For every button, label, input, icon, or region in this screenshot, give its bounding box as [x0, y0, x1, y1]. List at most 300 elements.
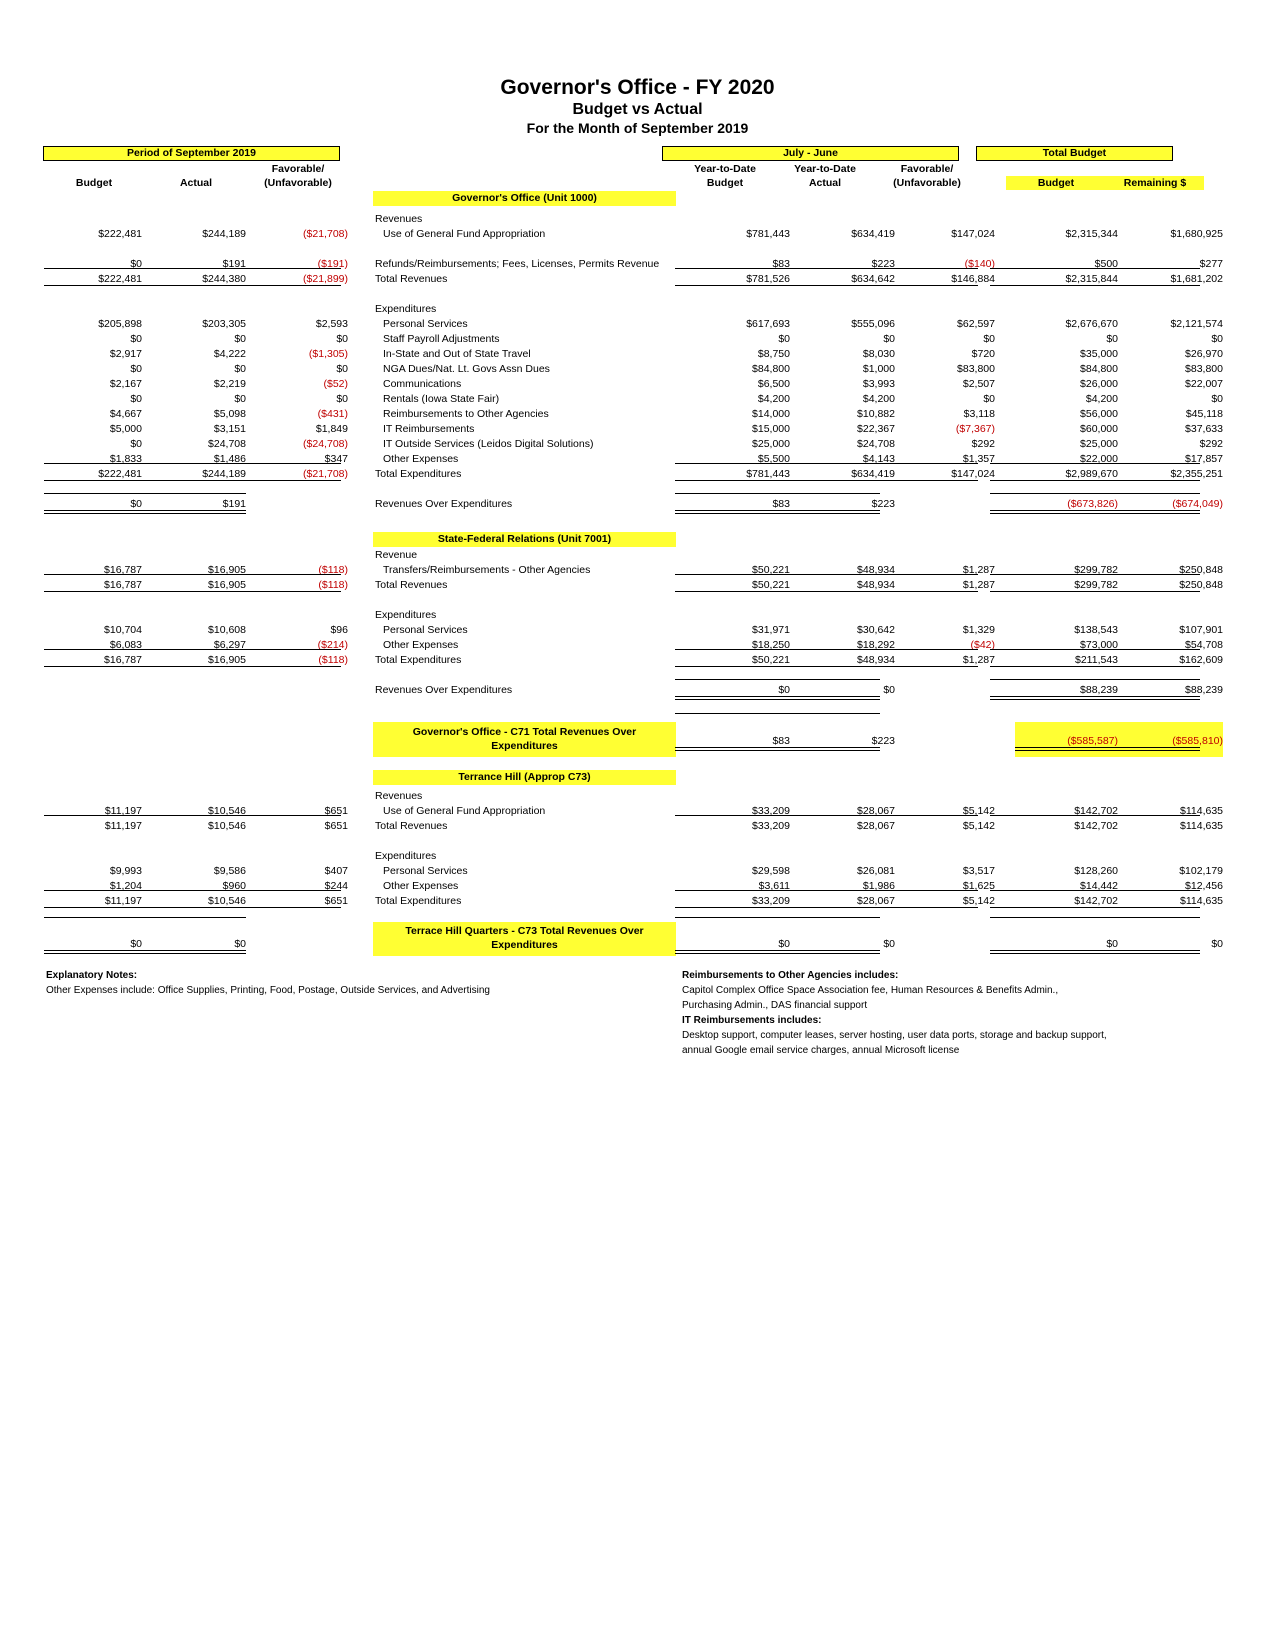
table-row	[0, 212, 1275, 226]
cell-c3: $0	[336, 363, 348, 375]
ytd-actual-header-1: Year-to-Date	[794, 163, 856, 175]
rule-line	[675, 890, 978, 891]
cell-c6: $147,024	[951, 468, 995, 480]
row-label: Total Revenues	[375, 820, 448, 832]
section-c73-total-line2: Expenditures	[491, 939, 558, 951]
cell-c1: $2,917	[109, 348, 142, 360]
cell-c8: $114,635	[1179, 820, 1223, 832]
cell-c3: $347	[324, 453, 348, 465]
row-label: Other Expenses	[383, 453, 459, 465]
rule-line	[675, 917, 880, 918]
cell-c7: $138,543	[1074, 624, 1118, 636]
cell-c2: $16,905	[208, 564, 246, 576]
rule-line	[44, 480, 341, 481]
cell-c5: $28,067	[857, 805, 895, 817]
cell-c4: $5,500	[757, 453, 790, 465]
cell-c5: $10,882	[857, 408, 895, 420]
row-label: Communications	[383, 378, 462, 390]
cell-c4: $33,209	[752, 820, 790, 832]
cell-c2: $244,189	[202, 228, 246, 240]
cell-c8: $37,633	[1185, 423, 1223, 435]
cell-c6: $0	[983, 333, 995, 345]
row-label: IT Outside Services (Leidos Digital Solutions)	[383, 438, 594, 450]
cell-c7: $142,702	[1074, 820, 1118, 832]
rule-line	[44, 890, 341, 891]
cell-c7: $73,000	[1080, 639, 1118, 651]
table-row	[0, 789, 1275, 803]
cell-c4: $33,209	[752, 895, 790, 907]
cell-c8: $292	[1199, 438, 1223, 450]
reimb-notes-line2: Purchasing Admin., DAS financial support	[682, 1000, 868, 1011]
rule-line	[990, 285, 1200, 286]
cell-c4: $15,000	[752, 423, 790, 435]
table-row	[0, 362, 1275, 376]
ytd-budget-header-2: Budget	[706, 177, 744, 189]
cell-c4: $0	[778, 333, 790, 345]
cell-c5: $223	[871, 258, 895, 270]
cell-c3: ($431)	[317, 408, 348, 420]
row-label: Transfers/Reimbursements - Other Agencies	[383, 564, 591, 576]
cell-c8: $250,848	[1179, 579, 1223, 591]
rule-line	[44, 815, 341, 816]
table-row	[0, 332, 1275, 346]
cell-c6: $2,507	[962, 378, 995, 390]
cell-c7: $299,782	[1074, 564, 1118, 576]
cell-c6: $1,287	[962, 654, 995, 666]
row-label: In-State and Out of State Travel	[383, 348, 531, 360]
cell-c3: $0	[336, 393, 348, 405]
rule-line	[675, 463, 978, 464]
cell-c2: $0	[234, 393, 246, 405]
rule-line	[990, 907, 1200, 908]
cell-c7: $88,239	[1080, 684, 1118, 696]
double-rule	[1015, 747, 1200, 751]
table-row	[0, 272, 1275, 286]
cell-c1: $4,667	[109, 408, 142, 420]
row-label: Revenues	[375, 213, 423, 225]
double-rule	[675, 696, 880, 700]
cell-c1: $2,167	[109, 378, 142, 390]
cell-c3: $244	[324, 880, 348, 892]
cell-c3: $651	[324, 895, 348, 907]
section-c73-total-line1: Terrace Hill Quarters - C73 Total Revenues Over	[405, 925, 644, 937]
cell-c1: $11,197	[104, 820, 142, 832]
row-label: Rentals (Iowa State Fair)	[383, 393, 500, 405]
cell-c4: $50,221	[752, 654, 790, 666]
table-row	[0, 407, 1275, 421]
cell-c4: $18,250	[752, 639, 790, 651]
rule-line	[990, 574, 1200, 575]
cell-c2: $244,189	[202, 468, 246, 480]
period-header-box: Period of September 2019	[43, 146, 340, 161]
cell-c6: $1,329	[962, 624, 995, 636]
cell-c1: $0	[130, 498, 142, 510]
cell-c5: $48,934	[857, 579, 895, 591]
row-label: Use of General Fund Appropriation	[383, 805, 546, 817]
cell-c5: $634,419	[851, 228, 895, 240]
cell-c6: $0	[983, 393, 995, 405]
cell-c5: $8,030	[862, 348, 895, 360]
cell-c7: $4,200	[1085, 393, 1118, 405]
cell-c7: $22,000	[1080, 453, 1118, 465]
cell-c7: $26,000	[1080, 378, 1118, 390]
cell-c8: $162,609	[1179, 654, 1223, 666]
cell-c1: $222,481	[98, 468, 142, 480]
row-label: Total Expenditures	[375, 654, 462, 666]
cell-c7: $211,543	[1074, 654, 1118, 666]
rule-line	[44, 917, 246, 918]
rule-line	[990, 815, 1200, 816]
cell-c6: $720	[971, 348, 995, 360]
row-label: Reimbursements to Other Agencies	[383, 408, 549, 420]
cell-c1: $1,204	[109, 880, 142, 892]
cell-c7: $56,000	[1080, 408, 1118, 420]
cell-c7: $2,989,670	[1065, 468, 1118, 480]
cell-c1: $11,197	[104, 805, 142, 817]
cell-c8: $277	[1199, 258, 1223, 270]
cell-c4: $8,750	[757, 348, 790, 360]
cell-c8: $2,121,574	[1170, 318, 1223, 330]
cell-c7: $0	[1106, 938, 1118, 950]
cell-c1: $0	[130, 363, 142, 375]
cell-c1: $205,898	[98, 318, 142, 330]
cell-c2: $16,905	[208, 654, 246, 666]
table-row	[0, 864, 1275, 878]
ytd-unfavorable-header: (Unfavorable)	[893, 177, 961, 189]
cell-c1: $5,000	[109, 423, 142, 435]
cell-c4: $0	[778, 684, 790, 696]
cell-c4: $4,200	[757, 393, 790, 405]
table-row	[0, 302, 1275, 316]
double-rule	[990, 950, 1200, 954]
cell-c2: $10,546	[208, 805, 246, 817]
row-label: Revenues Over Expenditures	[375, 684, 513, 696]
rule-line	[990, 649, 1200, 650]
cell-c5: $0	[883, 333, 895, 345]
row-label: Other Expenses	[383, 639, 459, 651]
cell-c5: $555,096	[851, 318, 895, 330]
cell-c6: $1,287	[962, 564, 995, 576]
cell-c8: $83,800	[1185, 363, 1223, 375]
cell-c6: $147,024	[951, 228, 995, 240]
cell-c1: $0	[130, 393, 142, 405]
report-title: Governor's Office - FY 2020	[500, 76, 775, 99]
cell-c2: $4,222	[213, 348, 246, 360]
cell-c5: $223	[871, 498, 895, 510]
cell-c2: $10,546	[208, 895, 246, 907]
cell-c1: $16,787	[104, 579, 142, 591]
cell-c4: $617,693	[746, 318, 790, 330]
cell-c4: $0	[778, 938, 790, 950]
rule-line	[990, 268, 1200, 269]
double-rule	[675, 950, 880, 954]
cell-c4: $29,598	[752, 865, 790, 877]
reimb-notes-line1: Capitol Complex Office Space Association fee, Human Resources & Benefits Admin.,	[682, 985, 1059, 996]
rule-line	[990, 666, 1200, 667]
total-budget-header-box: Total Budget	[976, 146, 1173, 161]
table-row	[0, 422, 1275, 436]
cell-c8: $17,857	[1185, 453, 1223, 465]
it-notes-line1: Desktop support, computer leases, server hosting, user data ports, storage and backup support,	[682, 1030, 1107, 1041]
cell-c7: $35,000	[1080, 348, 1118, 360]
rule-line	[675, 815, 978, 816]
cell-c7: ($673,826)	[1067, 498, 1118, 510]
cell-c5: $24,708	[857, 438, 895, 450]
cell-c5: $28,067	[857, 820, 895, 832]
cell-c6: $5,142	[962, 805, 995, 817]
cell-c7: $14,442	[1080, 880, 1118, 892]
row-label: Personal Services	[383, 318, 468, 330]
cell-c2: $5,098	[213, 408, 246, 420]
row-label: Use of General Fund Appropriation	[383, 228, 546, 240]
cell-c2: $0	[234, 333, 246, 345]
rule-line	[44, 649, 341, 650]
rule-line	[675, 666, 978, 667]
actual-header: Actual	[179, 177, 213, 189]
cell-c8: $0	[1211, 938, 1223, 950]
cell-c7: $128,260	[1074, 865, 1118, 877]
cell-c5: $634,642	[851, 273, 895, 285]
cell-c8: $107,901	[1179, 624, 1223, 636]
cell-c2: $10,546	[208, 820, 246, 832]
rule-line	[990, 917, 1200, 918]
section-unit-7001: State-Federal Relations (Unit 7001)	[373, 532, 676, 547]
row-label: Revenues	[375, 790, 423, 802]
cell-c6: $1,287	[962, 579, 995, 591]
cell-c2: $203,305	[202, 318, 246, 330]
cell-c6: $1,625	[962, 880, 995, 892]
cell-c6: ($7,367)	[955, 423, 995, 435]
cell-c4: $31,971	[752, 624, 790, 636]
cell-c3: $1,849	[315, 423, 348, 435]
cell-c1: $222,481	[98, 273, 142, 285]
rule-line	[990, 679, 1200, 680]
cell-c1: $0	[130, 938, 142, 950]
rule-line	[44, 574, 341, 575]
cell-c3: $651	[324, 805, 348, 817]
row-label: Total Expenditures	[375, 895, 462, 907]
section-c73: Terrance Hill (Approp C73)	[373, 770, 676, 785]
cell-c4: $781,443	[746, 468, 790, 480]
cell-c5: $3,993	[862, 378, 895, 390]
ytd-header-box: July - June	[662, 146, 959, 161]
table-row	[0, 377, 1275, 391]
rule-line	[44, 493, 246, 494]
cell-c2: $0	[234, 363, 246, 375]
row-label: NGA Dues/Nat. Lt. Govs Assn Dues	[383, 363, 550, 375]
rule-line	[44, 463, 341, 464]
rule-line	[675, 285, 978, 286]
double-rule	[675, 510, 880, 514]
cell-c3: ($118)	[318, 654, 348, 666]
cell-c5: $223	[871, 735, 895, 747]
row-label: Revenues Over Expenditures	[375, 498, 513, 510]
cell-c8: $114,635	[1179, 895, 1223, 907]
cell-c5: $48,934	[857, 564, 895, 576]
cell-c7: $60,000	[1080, 423, 1118, 435]
cell-c8: $0	[1211, 333, 1223, 345]
cell-c5: $22,367	[857, 423, 895, 435]
row-label: Revenue	[375, 549, 418, 561]
cell-c3: ($52)	[323, 378, 348, 390]
rule-line	[44, 268, 341, 269]
cell-c5: $1,986	[862, 880, 895, 892]
cell-c2: $9,586	[213, 865, 246, 877]
row-label: Total Revenues	[375, 273, 448, 285]
double-rule	[990, 510, 1200, 514]
cell-c3: ($118)	[318, 579, 348, 591]
cell-c5: $28,067	[857, 895, 895, 907]
rule-line	[990, 591, 1200, 592]
cell-c2: $10,608	[208, 624, 246, 636]
cell-c8: $26,970	[1185, 348, 1223, 360]
cell-c8: $88,239	[1185, 684, 1223, 696]
cell-c4: $83	[772, 258, 790, 270]
double-rule	[675, 747, 880, 751]
cell-c7: $2,315,344	[1065, 228, 1118, 240]
remaining-header: Remaining $	[1106, 176, 1204, 190]
row-label: Staff Payroll Adjustments	[383, 333, 500, 345]
cell-c7: $2,315,844	[1065, 273, 1118, 285]
cell-c1: $1,833	[109, 453, 142, 465]
cell-c2: $2,219	[213, 378, 246, 390]
table-row	[0, 227, 1275, 241]
row-label: Total Expenditures	[375, 468, 462, 480]
table-row	[0, 894, 1275, 908]
rule-line	[44, 666, 341, 667]
budget-header: Budget	[75, 177, 113, 189]
cell-c8: $54,708	[1185, 639, 1223, 651]
table-row	[0, 548, 1275, 562]
cell-c5: $0	[883, 684, 895, 696]
cell-c8: $1,680,925	[1170, 228, 1223, 240]
cell-c4: $781,443	[746, 228, 790, 240]
cell-c4: $14,000	[752, 408, 790, 420]
report-subtitle: Budget vs Actual	[572, 101, 703, 118]
cell-c3: $2,593	[315, 318, 348, 330]
cell-c5: $1,000	[862, 363, 895, 375]
cell-c8: $12,456	[1185, 880, 1223, 892]
table-row	[0, 347, 1275, 361]
it-notes-title: IT Reimbursements includes:	[682, 1015, 822, 1026]
cell-c4: $3,611	[758, 880, 790, 892]
cell-c6: $3,118	[963, 408, 995, 420]
cell-c6: $5,142	[962, 895, 995, 907]
cell-c2: $0	[234, 938, 246, 950]
cell-c3: $651	[324, 820, 348, 832]
cell-c5: $4,200	[862, 393, 895, 405]
table-row	[0, 578, 1275, 592]
cell-c1: $10,704	[104, 624, 142, 636]
rule-line	[990, 890, 1200, 891]
explanatory-notes-title: Explanatory Notes:	[46, 970, 138, 981]
cell-c8: $2,355,251	[1170, 468, 1223, 480]
cell-c8: $45,118	[1185, 408, 1223, 420]
total-budget-header: Budget	[1006, 176, 1106, 190]
cell-c6: $83,800	[957, 363, 995, 375]
unfavorable-header: (Unfavorable)	[264, 177, 332, 189]
cell-c6: ($42)	[970, 639, 995, 651]
section-unit-1000: Governor's Office (Unit 1000)	[373, 191, 676, 206]
row-label: Expenditures	[375, 609, 437, 621]
rule-line	[675, 713, 880, 714]
favorable-header: Favorable/	[271, 163, 325, 175]
cell-c6: $292	[971, 438, 995, 450]
cell-c1: $16,787	[104, 564, 142, 576]
cell-c2: $24,708	[208, 438, 246, 450]
row-label: Expenditures	[375, 850, 437, 862]
rule-line	[675, 649, 978, 650]
cell-c8: $1,681,202	[1170, 273, 1223, 285]
cell-c7: $142,702	[1074, 895, 1118, 907]
reimb-notes-title: Reimbursements to Other Agencies includes:	[682, 970, 899, 981]
cell-c2: $244,380	[202, 273, 246, 285]
cell-c8: ($674,049)	[1172, 498, 1223, 510]
rule-line	[44, 907, 341, 908]
table-row	[0, 608, 1275, 622]
double-rule	[44, 510, 246, 514]
cell-c2: $3,151	[213, 423, 246, 435]
rule-line	[990, 493, 1200, 494]
cell-c8: $250,848	[1179, 564, 1223, 576]
cell-c1: $0	[130, 438, 142, 450]
cell-c7: $0	[1106, 333, 1118, 345]
rule-line	[675, 574, 978, 575]
table-row	[0, 937, 1275, 951]
cell-c1: $0	[130, 333, 142, 345]
cell-c2: $191	[222, 258, 246, 270]
cell-c6: $1,357	[962, 453, 995, 465]
cell-c3: $407	[324, 865, 348, 877]
rule-line	[675, 493, 880, 494]
reimbursement-notes	[682, 968, 1107, 1058]
cell-c7: $84,800	[1080, 363, 1118, 375]
rule-line	[990, 480, 1200, 481]
cell-c7: $2,676,670	[1065, 318, 1118, 330]
row-label: Total Revenues	[375, 579, 448, 591]
cell-c3: ($21,899)	[303, 273, 348, 285]
cell-c2: $16,905	[208, 579, 246, 591]
report-period: For the Month of September 2019	[526, 120, 749, 136]
explanatory-notes-text: Other Expenses include: Office Supplies, Printing, Food, Postage, Outside Services, and Advertising	[46, 985, 490, 996]
table-row	[0, 623, 1275, 637]
table-row	[0, 437, 1275, 451]
rule-line	[675, 268, 978, 269]
cell-c8: $114,635	[1179, 805, 1223, 817]
it-notes-line2: annual Google email service charges, annual Microsoft license	[682, 1045, 960, 1056]
cell-c3: ($118)	[318, 564, 348, 576]
cell-c6: ($140)	[964, 258, 995, 270]
ytd-budget-header-1: Year-to-Date	[694, 163, 756, 175]
table-row	[0, 849, 1275, 863]
rule-line	[990, 463, 1200, 464]
table-row	[0, 653, 1275, 667]
cell-c5: $26,081	[857, 865, 895, 877]
table-row	[0, 392, 1275, 406]
cell-c1: $16,787	[104, 654, 142, 666]
cell-c1: $11,197	[104, 895, 142, 907]
row-label: IT Reimbursements	[383, 423, 475, 435]
ytd-favorable-header: Favorable/	[900, 163, 954, 175]
cell-c6: $146,884	[951, 273, 995, 285]
rule-line	[675, 679, 880, 680]
row-label: Personal Services	[383, 865, 468, 877]
cell-c4: $50,221	[752, 579, 790, 591]
row-label: Personal Services	[383, 624, 468, 636]
rule-line	[675, 591, 978, 592]
cell-c1: $6,083	[109, 639, 142, 651]
cell-c5: $18,292	[857, 639, 895, 651]
